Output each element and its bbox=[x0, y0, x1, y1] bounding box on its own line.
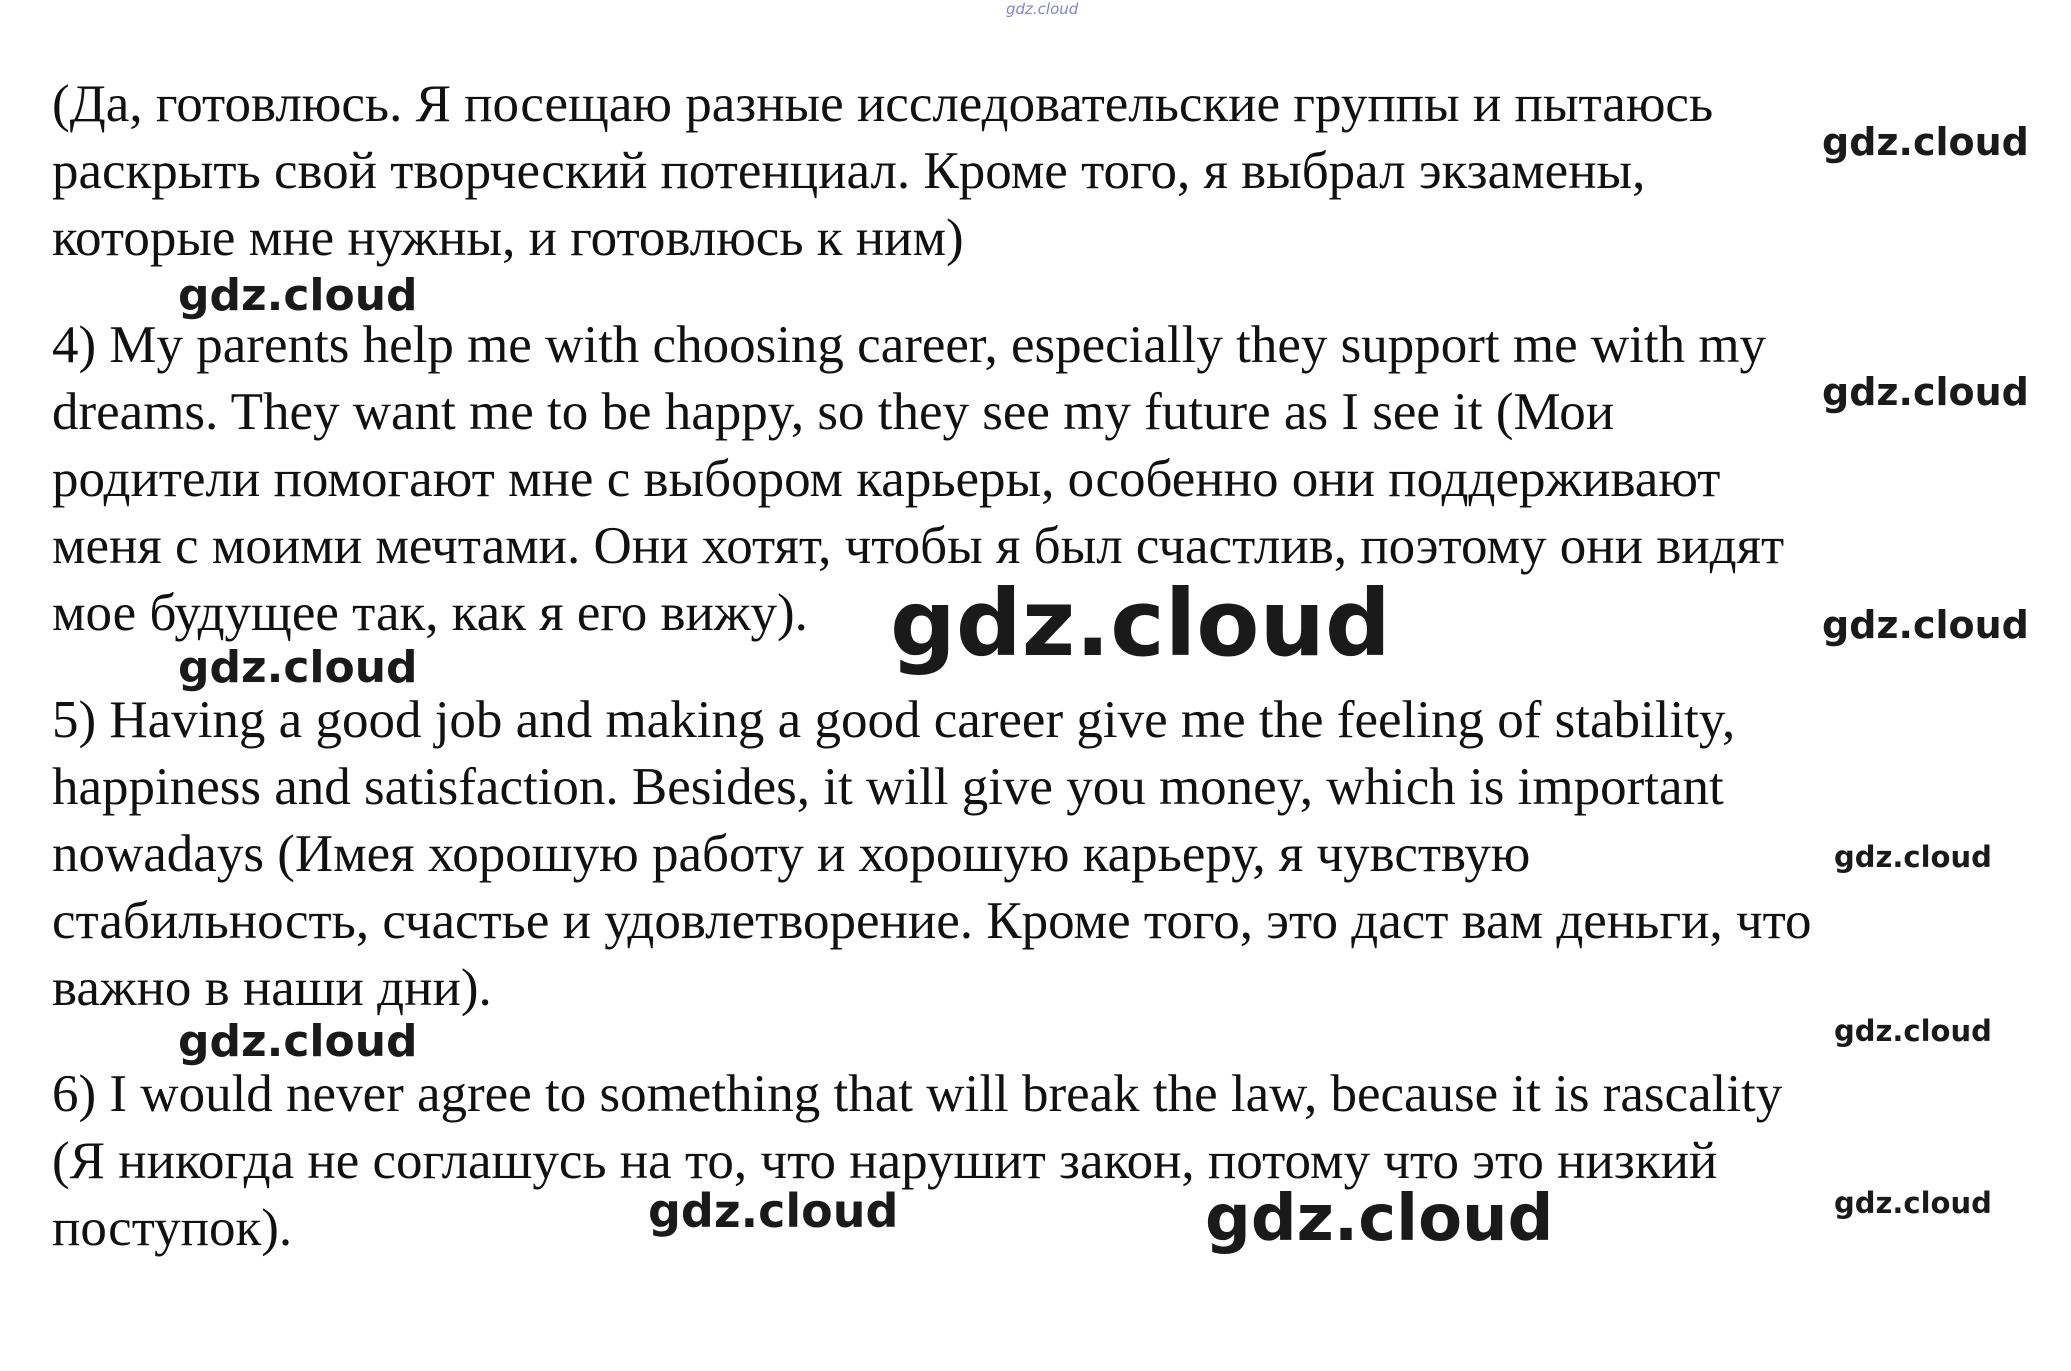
text-line: nowadays (Имея хорошую работу и хорошую карьеру, я чувствую bbox=[52, 825, 1531, 883]
watermark: gdz.cloud bbox=[1834, 1014, 1992, 1048]
text-line: (Да, готовлюсь. Я посещаю разные исследовательские группы и пытаюсь bbox=[52, 75, 1714, 133]
watermark: gdz.cloud bbox=[178, 270, 418, 321]
text-line: happiness and satisfaction. Besides, it will give you money, which is important bbox=[52, 758, 1724, 816]
text-line: 6) I would never agree to something that will break the law, because it is rascality bbox=[52, 1065, 1783, 1123]
text-line: поступок). bbox=[52, 1199, 293, 1257]
watermark: gdz.cloud bbox=[178, 642, 418, 693]
watermark: gdz.cloud bbox=[178, 1016, 418, 1067]
text-line: стабильность, счастье и удовлетворение. Кроме того, это даст вам деньги, что bbox=[52, 892, 1812, 950]
watermark: gdz.cloud bbox=[890, 570, 1391, 677]
watermark: gdz.cloud bbox=[648, 1184, 899, 1238]
watermark-top: gdz.cloud bbox=[1006, 0, 1079, 18]
watermark: gdz.cloud bbox=[1822, 120, 2029, 164]
text-line: 4) My parents help me with choosing career, especially they support me with my bbox=[52, 316, 1767, 374]
text-line: раскрыть свой творческий потенциал. Кроме того, я выбрал экзамены, bbox=[52, 142, 1646, 200]
text-line: родители помогают мне с выбором карьеры, особенно они поддерживают bbox=[52, 450, 1721, 508]
text-line: меня с моими мечтами. Они хотят, чтобы я был счастлив, поэтому они видят bbox=[52, 517, 1785, 575]
text-line: мое будущее так, как я его вижу). bbox=[52, 584, 808, 642]
watermark: gdz.cloud bbox=[1834, 840, 1992, 874]
watermark: gdz.cloud bbox=[1822, 603, 2029, 647]
watermark: gdz.cloud bbox=[1822, 370, 2029, 414]
text-line: dreams. They want me to be happy, so they see my future as I see it (Мои bbox=[52, 383, 1615, 441]
text-line: важно в наши дни). bbox=[52, 959, 492, 1017]
text-line: которые мне нужны, и готовлюсь к ним) bbox=[52, 209, 964, 267]
watermark: gdz.cloud bbox=[1834, 1186, 1992, 1220]
text-line: (Я никогда не соглашусь на то, что нарушит закон, потому что это низкий bbox=[52, 1132, 1718, 1190]
text-line: 5) Having a good job and making a good career give me the feeling of stability, bbox=[52, 691, 1736, 749]
watermark: gdz.cloud bbox=[1205, 1182, 1554, 1256]
